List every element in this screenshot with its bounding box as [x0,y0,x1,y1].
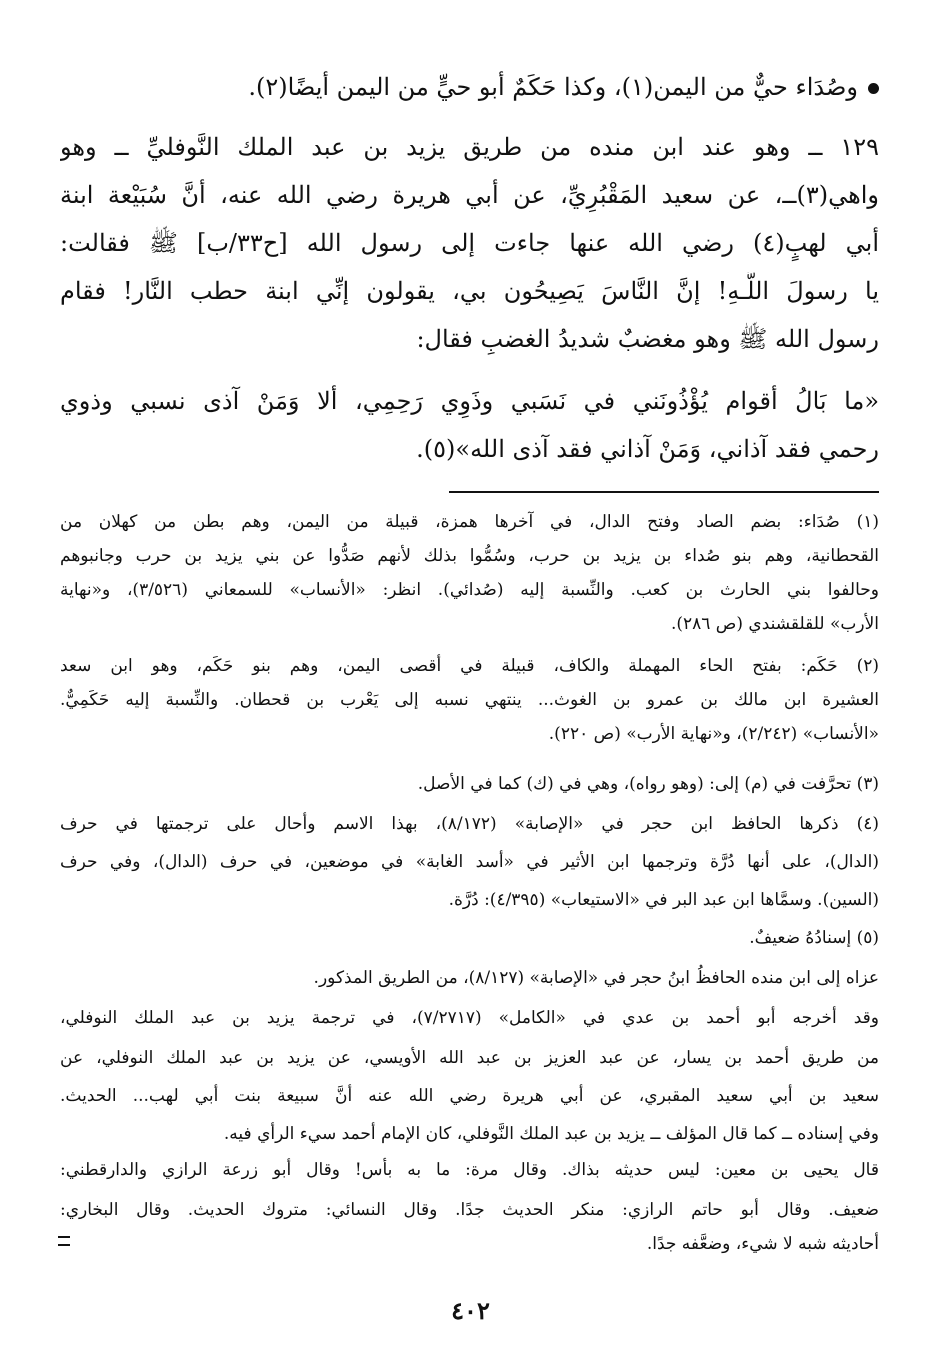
footnote-line-11: (السين). وسمَّاها ابن عبد البر في «الاستيعاب» (٤/٣٩٥): دُرَّة. [448,890,879,910]
footnote-line-3: وحالفوا بني الحارث بن كعب. والنِّسبة إليه (صُدائي). انظر: «الأنساب» للسمعاني (٣/٥٢٦)، و«نهاية [60,580,879,600]
footnote-line-6: العشيرة ابن مالك بن عمرو بن الغوث... ينتهي نسبه إلى يَعْرب بن قحطان. والنِّسبة إليه حَكَمِيٌّ. [60,690,879,710]
main-line-2: ١٢٩ ــ وهو عند ابن منده من طريق يزيد بن عبد الملك النَّوفليِّ ــ وهو [60,133,879,161]
footnote-line-5: (٢) حَكَم: بفتح الحاء المهملة والكاف، قبيلة في أقصى اليمن، وهم بنو حَكَم، وهو ابن سعد [60,656,879,676]
footnote-line-2: القحطانية، وهم بنو صُداء بن يزيد بن حرب، وسُمُّوا بذلك لأنهم صَدُّوا عن بني يزيد بن حرب وجانبوهم [60,546,879,566]
main-line-7: «ما بَالُ أقوام يُؤْذُونَني في نَسَبي وذَوِي رَحِمِي، ألا وَمَنْ آذى نسبي وذوي [60,387,879,415]
main-line-8: رحمي فقد آذاني، وَمَنْ آذاني فقد آذى الله»(٥). [416,435,879,463]
footnote-line-14: وقد أخرجه أبو أحمد بن عدي في «الكامل» (٧/٢٧١٧)، في ترجمة يزيد بن عبد الملك النوفلي، [60,1008,879,1028]
main-line-6: رسول الله ﷺ وهو مغضبٌ شديدُ الغضبِ فقال: [416,325,879,353]
page-number: ٤٠٢ [451,1296,490,1325]
footnote-line-16: سعيد بن أبي سعيد المقبري، عن أبي هريرة رضي الله عنه أنَّ سبيعة بنت أبي لهب... الحديث. [60,1086,879,1106]
footnote-line-19: ضعيف. وقال أبو حاتم الرازي: منكر الحديث جدًا. وقال النسائي: متروك الحديث. وقال البخاري: [60,1200,879,1220]
footnote-line-18: قال يحيى بن معين: ليس حديثه بذاك. وقال مرة: ما به بأس! وقال أبو زرعة الرازي والدارقطني: [60,1160,879,1180]
footnote-line-20: أحاديثه شبه لا شيء، وضعَّفه جدًا. [646,1234,879,1254]
footnote-line-1: (١) صُدَاء: بضم الصاد وفتح الدال، في آخرها همزة، قبيلة من اليمن، وهم بطن من كهلان من [60,512,879,532]
main-line-5: يا رسولَ اللَّـهِ! إنَّ النَّاسَ يَصِيحُون بي، يقولون إنِّي ابنة حطب النَّار! فقام [60,277,879,305]
main-line-3: واهي(٣)ــ، عن سعيد المَقْبُرِيِّ، عن أبي هريرة رضي الله عنه، أنَّ سُبَيْعة ابنة [60,181,879,209]
footnote-separator [449,491,879,493]
footnote-line-12: (٥) إسنادُهُ ضعيفٌ. [749,928,879,948]
bullet-icon [868,83,879,94]
footnote-line-8: (٣) تحرَّفت في (م) إلى: (وهو رواه)، وهي في (ك) كما في الأصل. [417,774,879,794]
footnote-line-10: (الدال)، على أنها دُرَّة وترجمها ابن الأثير في «أسد الغابة» في موضعين، في حرف (الدال)، وفي حرف [60,852,879,872]
footnote-line-4: الأرب» للقلقشندي (ص ٢٨٦). [670,614,879,634]
main-line-1 [60,68,879,106]
footnote-line-17: وفي إسناده ــ كما قال المؤلف ــ يزيد بن عبد الملك النَّوفلي، كان الإمام أحمد سيء الرأي فيه. [223,1124,879,1144]
main-line-1-text: وصُدَاء حيٌّ من اليمن(١)، وكذا حَكَمٌ أبو حيٍّ من اليمن أيضًا(٢). [248,73,858,101]
footnote-line-15: من طريق أحمد بن يسار، عن عبد العزيز بن عبد الله الأويسي، عن يزيد بن عبد الملك النوفلي، عن [60,1048,879,1068]
footnote-line-9: (٤) ذكرها الحافظ ابن حجر في «الإصابة» (٨/١٧٢)، بهذا الاسم وأحال على ترجمتها في حرف [60,814,879,834]
footnote-line-7: «الأنساب» (٢/٢٤٢)، و«نهاية الأرب» (ص ٢٢٠). [548,724,879,744]
footnote-line-13: عزاه إلى ابن منده الحافظُ ابنُ حجر في «الإصابة» (٨/١٢٧)، من الطريق المذكور. [313,968,879,988]
main-line-4: أبي لهبٍ(٤) رضي الله عنها جاءت إلى رسول الله [ح٣٣/ب] ﷺ فقالت: [60,229,879,257]
margin-mark [58,1236,70,1246]
